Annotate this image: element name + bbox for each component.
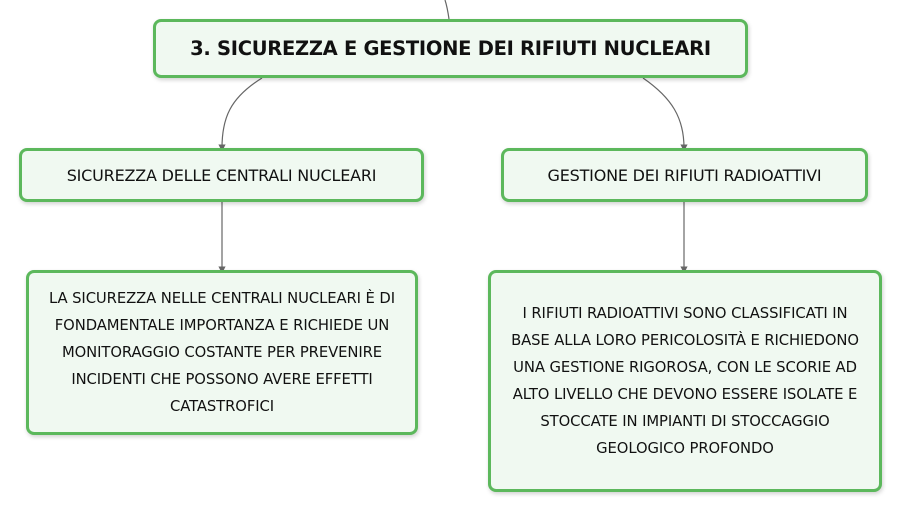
detail-node-plant-safety[interactable]: [26, 270, 418, 435]
branch-title: SICUREZZA DELLE CENTRALI NUCLEARI: [66, 165, 377, 185]
connector-root-to-branch-2: [643, 78, 684, 148]
detail-text: I RIFIUTI RADIOATTIVI SONO CLASSIFICATI IN BASE ALLA LORO PERICOLOSITÀ E RICHIEDONO UNA GESTIONE RIGOROSA, CON LE SCORIE AD ALTO LIVELLO CHE DEVONO ESSERE ISOLATE E STOCCATE IN IMPIANTI DI STOCCAGGIO GEOLOGICO PROFONDO: [511, 305, 859, 457]
detail-node-waste-management[interactable]: [488, 270, 882, 492]
branch-title: GESTIONE DEI RIFIUTI RADIOATTIVI: [547, 165, 822, 185]
branch-node-plant-safety[interactable]: [19, 148, 424, 202]
connector-root-to-branch-1: [222, 78, 262, 148]
connector-parent-to-root: [445, 0, 449, 19]
branch-node-waste-management[interactable]: [501, 148, 868, 202]
detail-text: LA SICUREZZA NELLE CENTRALI NUCLEARI È DI FONDAMENTALE IMPORTANZA E RICHIEDE UN MONITORAGGIO COSTANTE PER PREVENIRE INCIDENTI CHE POSSONO AVERE EFFETTI CATASTROFICI: [49, 290, 395, 415]
root-topic-node[interactable]: [153, 19, 748, 78]
root-topic-title: 3. SICUREZZA E GESTIONE DEI RIFIUTI NUCLEARI: [190, 37, 711, 60]
